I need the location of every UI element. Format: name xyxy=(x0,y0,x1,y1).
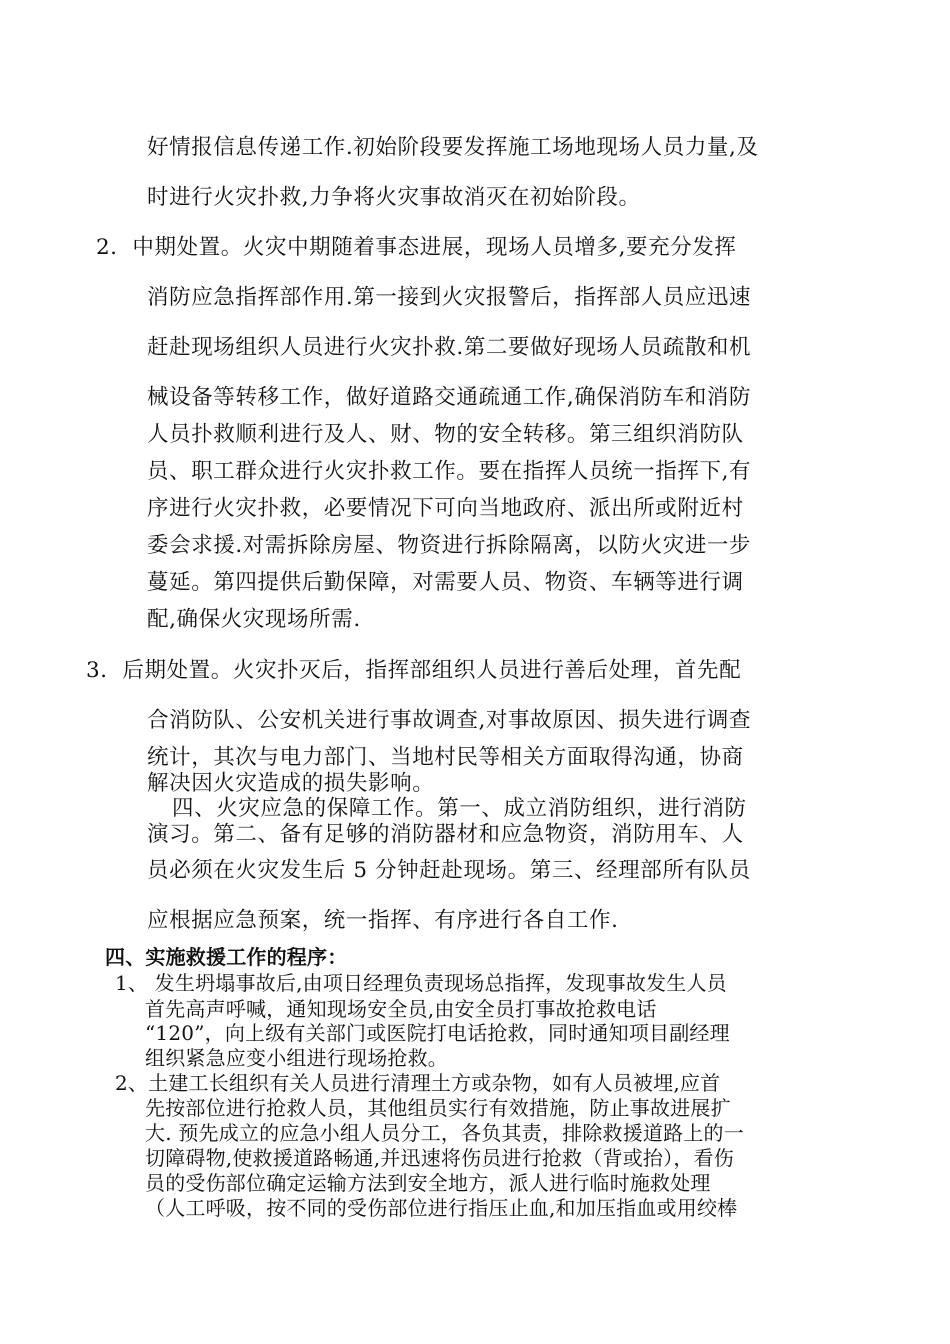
paragraph-line: 大. 预先成立的应急小组人员分工，各负其责，排除救援道路上的一 xyxy=(145,1121,744,1145)
paragraph-line: 消防应急指挥部作用.第一接到火灾报警后，指挥部人员应迅速 xyxy=(147,285,752,310)
paragraph-line: 配,确保火灾现场所需. xyxy=(147,607,361,632)
paragraph-line: 演习。第二、备有足够的消防器材和应急物资，消防用车、人 xyxy=(147,822,744,847)
paragraph-line: 好情报信息传递工作.初始阶段要发挥施工场地现场人员力量,及 xyxy=(147,135,759,160)
paragraph-line: 2、土建工长组织有关人员进行清理土方或杂物，如有人员被埋,应首 xyxy=(115,1071,721,1095)
paragraph-line: 首先高声呼喊，通知现场安全员,由安全员打事故抢救电话 xyxy=(145,997,657,1021)
paragraph-line: 时进行火灾扑救,力争将火灾事故消灭在初始阶段。 xyxy=(147,185,641,210)
paragraph-line: 赶赴现场组织人员进行火灾扑救.第二要做好现场人员疏散和机 xyxy=(147,335,752,360)
paragraph-line: 解决因火灾造成的损失影响。 xyxy=(147,771,435,796)
section-heading: 四、实施救援工作的程序： xyxy=(105,945,348,969)
paragraph-line: 先按部位进行抢救人员，其他组员实行有效措施，防止事故进展扩 xyxy=(145,1096,731,1120)
paragraph-line: 四、火灾应急的保障工作。第一、成立消防组织，进行消防 xyxy=(172,796,747,821)
paragraph-line: 合消防队、公安机关进行事故调查,对事故原因、损失进行调查 xyxy=(147,708,752,733)
paragraph-line: 1、 发生坍塌事故后,由项日经理负责现场总指挥，发现事故发生人员 xyxy=(115,971,727,995)
paragraph-line: 员必须在火灾发生后 5 分钟赶赴现场。第三、经理部所有队员 xyxy=(147,858,751,883)
paragraph-line: 序进行火灾扑救，必要情况下可向当地政府、派出所或附近村 xyxy=(147,496,744,521)
paragraph-line: 委会求援.对需拆除房屋、物资进行拆除隔离，以防火灾进一步 xyxy=(147,533,752,558)
paragraph-line: 组织紧急应变小组进行现场抢救。 xyxy=(145,1046,448,1070)
paragraph-line: “120”，向上级有关部门或医院打电话抢救，同时通知项目副经理 xyxy=(145,1021,730,1045)
paragraph-line: 切障碍物,使救援道路畅通,并迅速将伤员进行抢救（背或抬），看伤 xyxy=(145,1146,734,1170)
paragraph-line: （人工呼吸，按不同的受伤部位进行指压止血,和加压指血或用绞棒 xyxy=(145,1196,738,1220)
paragraph-line: 应根据应急预案，统一指挥、有序进行各自工作. xyxy=(147,908,619,933)
paragraph-line: 2．中期处置。火灾中期随着事态进展，现场人员增多,要充分发挥 xyxy=(96,235,737,260)
paragraph-line: 员的受伤部位确定运输方法到安全地方，派人进行临时施救处理 xyxy=(145,1171,711,1195)
paragraph-line: 统计，其次与电力部门、当地村民等相关方面取得沟通，协商 xyxy=(147,745,744,770)
paragraph-line: 蔓延。第四提供后勤保障，对需要人员、物资、车辆等进行调 xyxy=(147,570,744,595)
paragraph-line: 员、职工群众进行火灾扑救工作。要在指挥人员统一指挥下,有 xyxy=(147,459,752,484)
paragraph-line: 人员扑救顺利进行及人、财、物的安全转移。第三组织消防队 xyxy=(147,422,744,447)
paragraph-line: 3．后期处置。火灾扑灭后，指挥部组织人员进行善后处理，首先配 xyxy=(86,658,742,683)
paragraph-line: 械设备等转移工作，做好道路交通疏通工作,确保消防车和消防 xyxy=(147,385,752,410)
